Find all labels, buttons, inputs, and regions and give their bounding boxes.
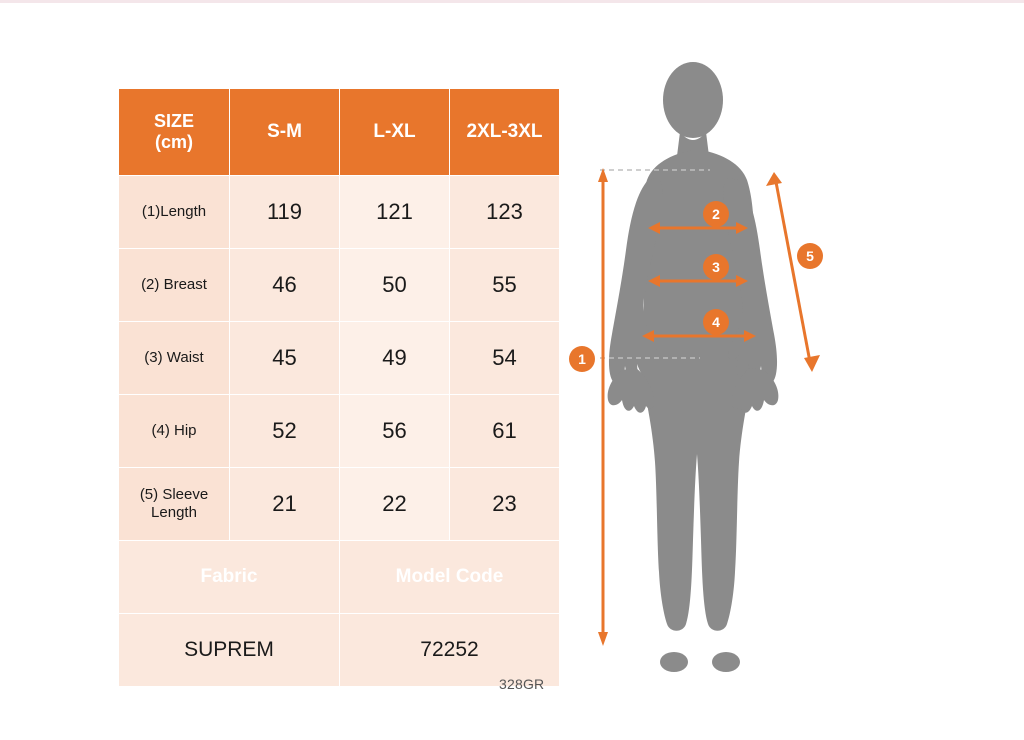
cell-waist-sm: 45	[230, 322, 340, 395]
row-label-waist: (3) Waist	[119, 322, 230, 395]
top-divider	[0, 0, 1024, 3]
row-label-breast: (2) Breast	[119, 249, 230, 322]
female-body-silhouette-icon	[560, 40, 1000, 710]
silhouette-shape	[608, 62, 779, 672]
cell-hip-sm: 52	[230, 395, 340, 468]
cell-sleeve-lxl: 22	[340, 468, 450, 541]
marker-2-breast: 2	[703, 201, 729, 227]
size-header-line1: SIZE	[153, 111, 194, 132]
table-row	[119, 176, 560, 249]
table-header-row	[119, 89, 560, 176]
size-table-body	[119, 176, 560, 687]
table-row	[119, 468, 560, 541]
cell-breast-lxl: 50	[340, 249, 450, 322]
cell-length-2xl3xl: 123	[450, 176, 560, 249]
size-table	[118, 88, 560, 687]
cell-sleeve-2xl3xl: 23	[450, 468, 560, 541]
weight-code-note: 328GR	[499, 676, 545, 692]
marker-1-length: 1	[569, 346, 595, 372]
cell-length-sm: 119	[230, 176, 340, 249]
cell-length-lxl: 121	[340, 176, 450, 249]
footer-value-fabric: SUPREM	[119, 614, 340, 687]
row-label-length: (1)Length	[119, 176, 230, 249]
row-label-sleeve-length: (5) Sleeve Length	[119, 468, 230, 541]
cell-waist-2xl3xl: 54	[450, 322, 560, 395]
cell-hip-lxl: 56	[340, 395, 450, 468]
marker-5-sleeve: 5	[797, 243, 823, 269]
column-header-sm: S-M	[230, 89, 340, 176]
measurement-figure	[560, 40, 1000, 710]
table-row	[119, 395, 560, 468]
size-table-header	[119, 89, 560, 176]
table-footer-value-row	[119, 614, 560, 687]
column-header-2xl3xl: 2XL-3XL	[450, 89, 560, 176]
cell-breast-2xl3xl: 55	[450, 249, 560, 322]
table-row	[119, 249, 560, 322]
table-footer-header-row	[119, 541, 560, 614]
cell-hip-2xl3xl: 61	[450, 395, 560, 468]
footer-label-model-code: Model Code	[340, 541, 560, 614]
footer-value-model-code: 72252	[340, 614, 560, 687]
cell-breast-sm: 46	[230, 249, 340, 322]
marker-4-hip: 4	[703, 309, 729, 335]
size-header-line2: (cm)	[154, 132, 193, 152]
column-header-size	[119, 89, 230, 176]
row-label-hip: (4) Hip	[119, 395, 230, 468]
footer-label-fabric: Fabric	[119, 541, 340, 614]
marker-3-waist: 3	[703, 254, 729, 280]
table-row	[119, 322, 560, 395]
column-header-lxl: L-XL	[340, 89, 450, 176]
cell-waist-lxl: 49	[340, 322, 450, 395]
cell-sleeve-sm: 21	[230, 468, 340, 541]
